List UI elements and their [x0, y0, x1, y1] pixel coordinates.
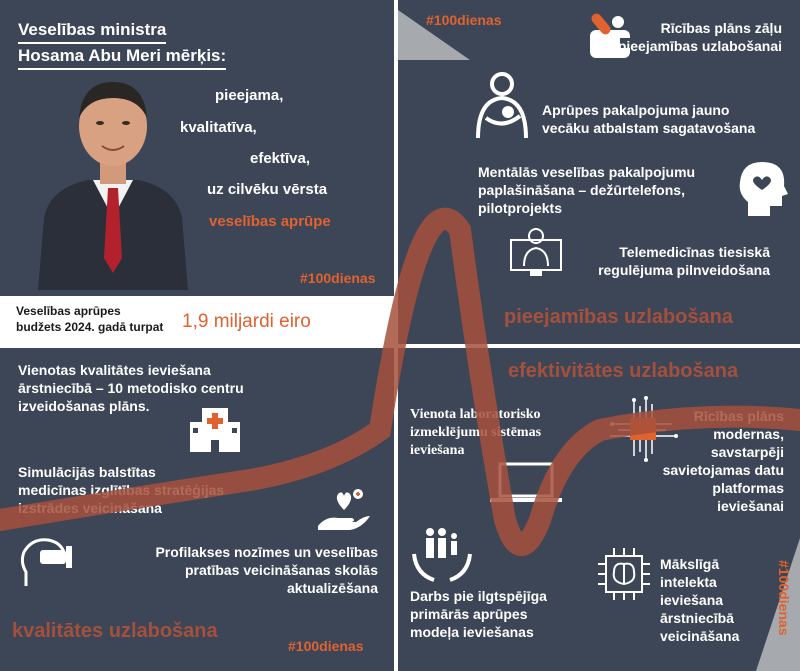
goal-2: kvalitatīva,	[180, 119, 257, 136]
quality-item-3: Profilakses nozīmes un veselības pratības veicināšanas skolās aktualizēšana	[155, 544, 378, 596]
panel-minister-goal	[0, 0, 394, 344]
hashtag: #100dienas	[300, 270, 376, 286]
quality-item-1: Vienotas kvalitātes ieviešana ārstniecībā – 10 metodisko centru izveidošanas plāns.	[18, 362, 244, 414]
goal-highlight: veselības aprūpe	[209, 213, 331, 230]
parent-child-icon	[474, 70, 530, 140]
efficiency-item-2: Rīcības plāns modernas, savstarpēji savietojamas datu platformas ieviešanai	[662, 408, 784, 514]
family-care-icon	[410, 524, 474, 584]
panel-title: Veselības ministra Hosama Abu Meri mērķis:	[18, 18, 226, 70]
efficiency-item-1: Vienota laboratorisko izmeklējumu sistēmas ieviešana	[410, 407, 542, 458]
minister-portrait	[38, 68, 188, 290]
budget-label: Veselības aprūpes budžets 2024. gadā turpat	[16, 304, 164, 334]
hospital-icon	[188, 404, 242, 454]
budget-value: 1,9 miljardi eiro	[182, 311, 311, 332]
goal-1: pieejama,	[215, 87, 284, 104]
vr-headset-icon	[18, 536, 78, 588]
panel-quality	[0, 348, 394, 671]
goal-4: uz cilvēku vērsta	[207, 181, 328, 198]
telemedicine-icon	[508, 226, 564, 278]
panel-efficiency	[398, 348, 800, 671]
ai-brain-chip-icon	[594, 544, 654, 604]
access-item-4: Telemedicīnas tiesiskā regulējuma pilnveidošana	[598, 244, 770, 278]
laptop-icon	[488, 460, 564, 504]
efficiency-item-4: Mākslīgā intelekta ieviešana ārstniecībā veicināšana	[660, 556, 740, 644]
section-title-accessibility: pieejamības uzlabošana	[504, 306, 733, 328]
hashtag: #100dienas	[288, 638, 364, 654]
access-item-2: Aprūpes pakalpojuma jauno vecāku atbalstam sagatavošana	[542, 102, 756, 136]
access-item-1: Rīcības plāns zāļu pieejamības uzlabošanai	[617, 20, 782, 54]
access-item-3: Mentālās veselības pakalpojumu paplašināšana – dežūrtelefons, pilotprojekts	[478, 164, 696, 216]
panel-accessibility	[398, 0, 800, 344]
goal-3: efektīva,	[250, 150, 311, 167]
hashtag: #100dienas	[776, 560, 792, 636]
quality-item-2: Simulācijās balstītas medicīnas izglītības stratēģijas izstrādes veicināšana	[18, 464, 225, 516]
section-title-efficiency: efektivitātes uzlabošana	[508, 360, 739, 382]
budget-strip	[0, 296, 394, 344]
mental-health-head-icon	[736, 158, 788, 218]
caring-hand-heart-icon	[316, 486, 372, 534]
efficiency-item-3: Darbs pie ilgtspējīga primārās aprūpes modeļa ieviešanas	[410, 588, 547, 640]
hashtag: #100dienas	[426, 12, 502, 28]
section-title-quality: kvalitātes uzlabošana	[12, 620, 218, 642]
